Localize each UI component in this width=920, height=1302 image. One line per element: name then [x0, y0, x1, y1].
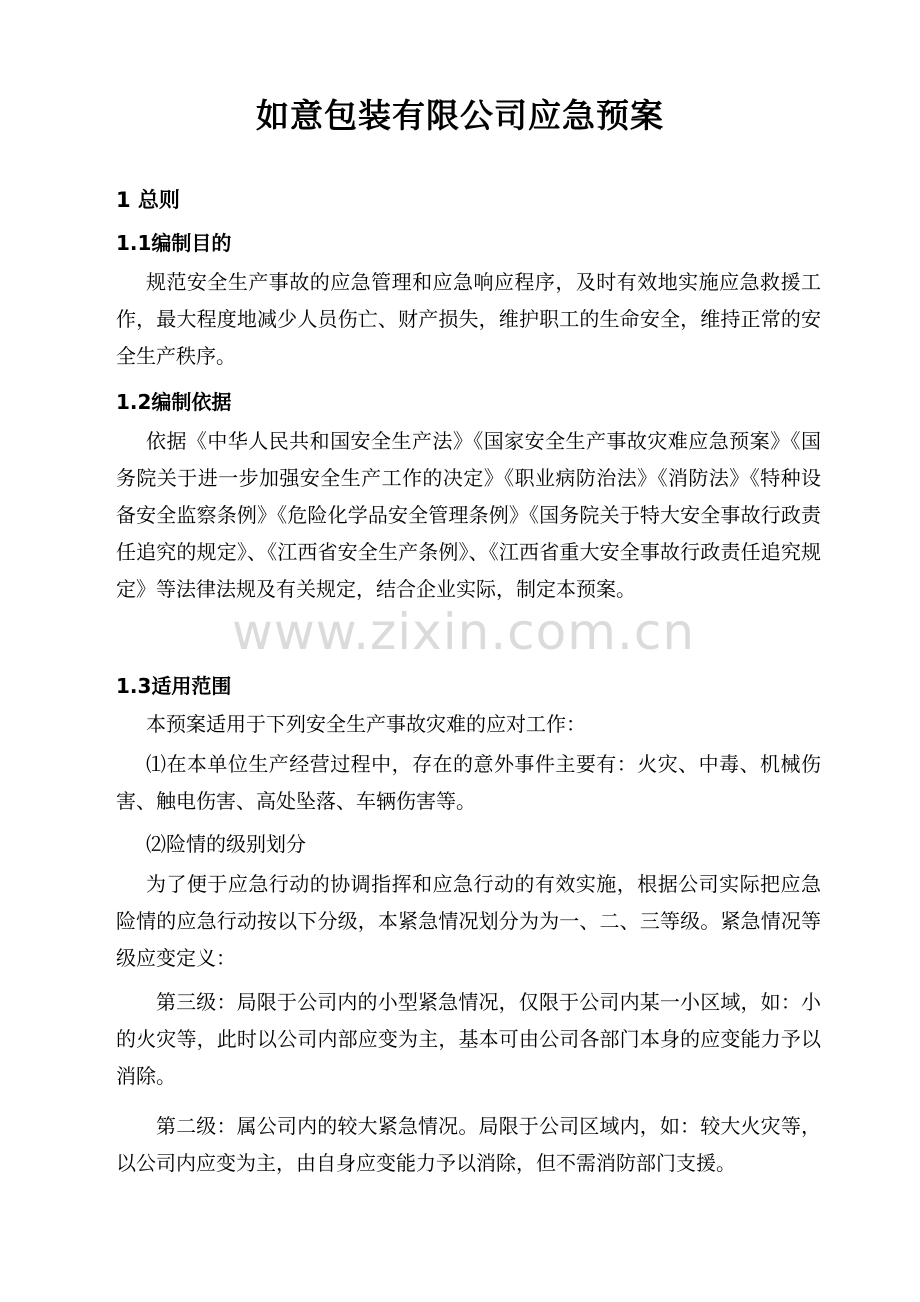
watermark-text: www.zixin.com.cn — [232, 603, 696, 661]
section-1-3-item-2: ⑵险情的级别划分 — [146, 832, 306, 856]
section-1-3-item-1: ⑴在本单位生产经营过程中，存在的意外事件主要有：火灾、中毒、机械伤害、触电伤害、高处坠落、车辆伤害等。 — [116, 752, 821, 813]
section-1-3-heading: 1.3适用范围 — [116, 674, 232, 698]
section-1-2-heading: 1.2编制依据 — [116, 390, 232, 414]
section-1-3-intro: 本预案适用于下列安全生产事故灾难的应对工作： — [146, 712, 586, 736]
section-1-heading: 1 总则 — [116, 188, 180, 212]
level-3-definition: 第三级：局限于公司内的小型紧急情况，仅限于公司内某一小区域，如：小的火灾等，此时以公司内部应变为主，基本可由公司各部门本身的应变能力予以消除。 — [116, 990, 821, 1088]
section-1-2-body: 依据《中华人民共和国安全生产法》《国家安全生产事故灾难应急预案》《国务院关于进一步加强安全生产工作的决定》《职业病防治法》《消防法》《特种设备安全监察条例》《危险化学品安全管理条例》《国务院关于特大安全事故行政责任追究的规定》、《江西省安全生产条例》、《江西省重大安全事故行政责任追究规定》等法律法规及有关规定，结合企业实际，制定本预案。 — [116, 429, 821, 601]
level-2-definition: 第二级：属公司内的较大紧急情况。局限于公司区域内，如：较大火灾等，以公司内应变为主，由自身应变能力予以消除，但不需消防部门支援。 — [116, 1114, 821, 1175]
section-1-1-body: 规范安全生产事故的应急管理和应急响应程序，及时有效地实施应急救援工作，最大程度地减少人员伤亡、财产损失，维护职工的生命安全，维持正常的安全生产秩序。 — [116, 270, 821, 368]
section-1-3-grading: 为了便于应急行动的协调指挥和应急行动的有效实施，根据公司实际把应急险情的应急行动按以下分级，本紧急情况划分为为一、二、三等级。紧急情况等级应变定义： — [116, 872, 821, 970]
document-title: 如意包装有限公司应急预案 — [256, 96, 664, 135]
section-1-1-heading: 1.1编制目的 — [116, 231, 232, 255]
